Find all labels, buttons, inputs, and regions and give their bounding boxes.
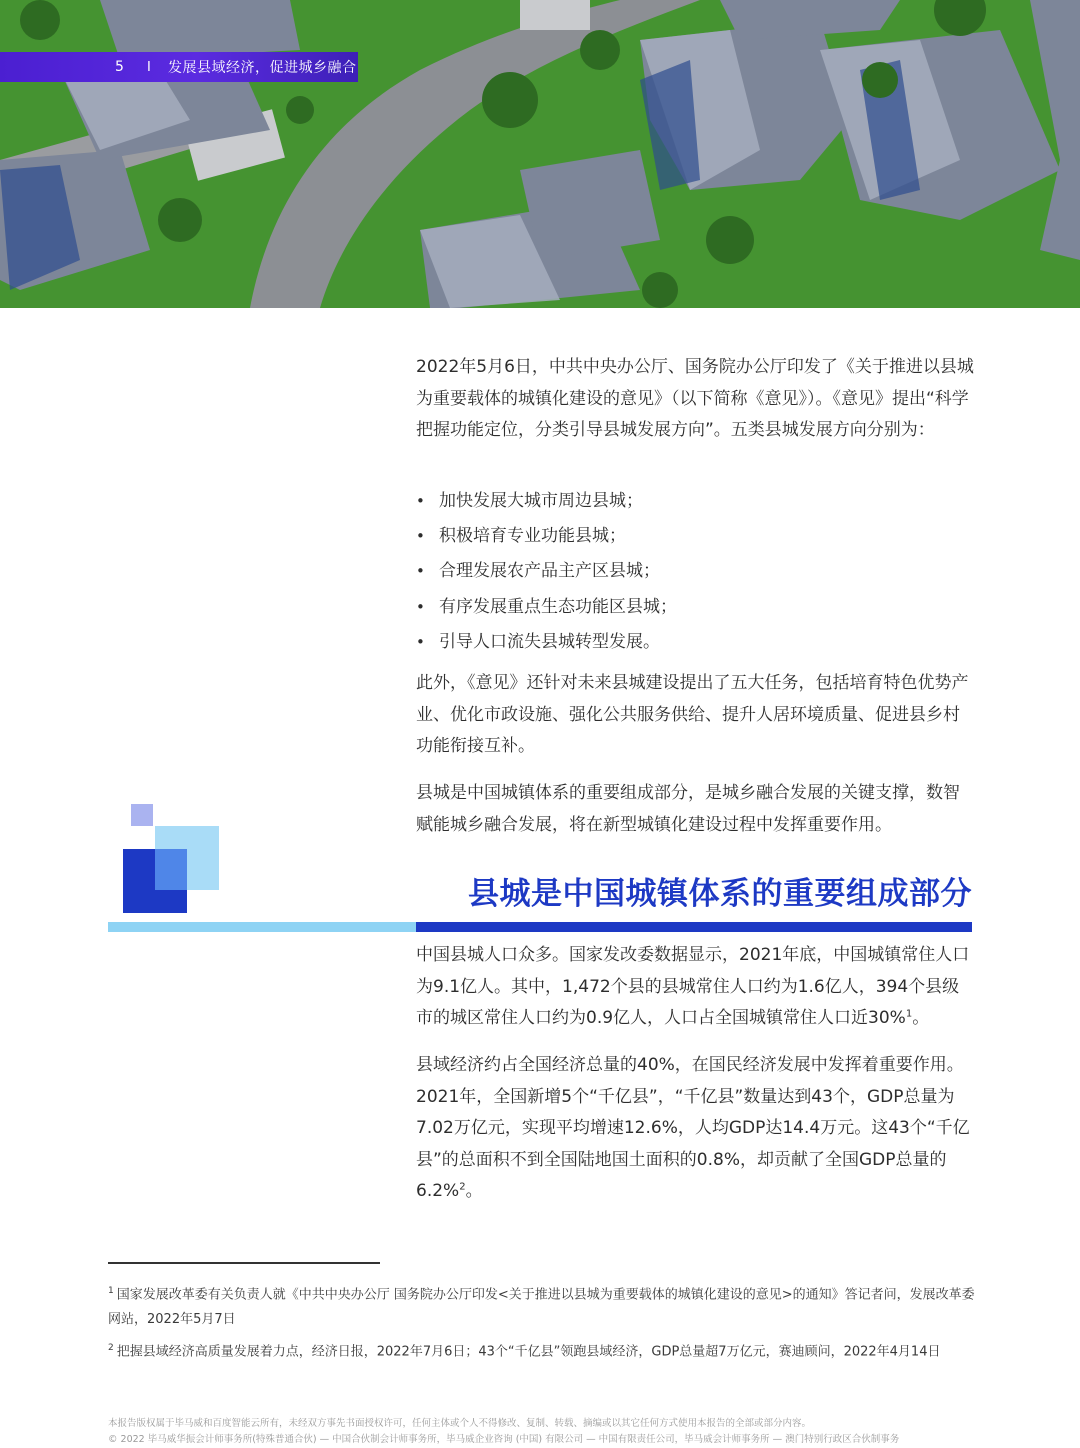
footnote-1 — [108, 1279, 978, 1332]
economy-paragraph-end: 。 — [465, 1181, 483, 1201]
copyright-notice: 本报告版权属于毕马威和百度智能云所有，未经双方事先书面授权许可，任何主体或个人不得修改、复制、转载、摘编或以其它任何方式使用本报告的全部或部分内容。 — [108, 1418, 812, 1429]
bullet-icon: • — [416, 562, 425, 581]
list-item — [416, 486, 976, 521]
decor-square-overlap — [155, 849, 187, 890]
bullet-icon: • — [416, 527, 425, 546]
list-item — [416, 627, 976, 662]
footnote-ref-1: 1 — [905, 1008, 913, 1020]
list-item-text: 有序发展重点生态功能区县城； — [439, 596, 677, 617]
list-item-text: 引导人口流失县城转型发展。 — [439, 631, 660, 652]
header-separator: I — [147, 59, 151, 75]
page-header-band — [0, 52, 358, 82]
intro-paragraph — [416, 352, 976, 447]
population-paragraph — [416, 940, 976, 1035]
footnote-number: 1 — [108, 1286, 114, 1296]
footnote-text: 把握县域经济高质量发展着力点，经济日报，2022年7月6日；43个“千亿县”领跑县域经济，GDP总量超7万亿元，赛迪顾问，2022年4月14日 — [116, 1344, 941, 1360]
list-item-text: 积极培育专业功能县城； — [439, 526, 626, 547]
intro-paragraph-text: 2022年5月6日，中共中央办公厅、国务院办公厅印发了《关于推进以县城为重要载体的城镇化建设的意见》（以下简称《意见》）。《意见》提出“科学把握功能定位，分类引导县城发展方向”。五类县城发展方向分别为： — [416, 357, 974, 440]
direction-bullet-list — [416, 486, 976, 662]
header-section-title: 发展县域经济，促进城乡融合 — [168, 60, 357, 76]
section-heading: 县城是中国城镇体系的重要组成部分 — [468, 876, 972, 912]
role-paragraph — [416, 778, 976, 841]
section-rule-dark — [416, 922, 972, 932]
role-paragraph-text: 县城是中国城镇体系的重要组成部分，是城乡融合发展的关键支撑，数智赋能城乡融合发展，将在新型城镇化建设过程中发挥重要作用。 — [416, 783, 960, 835]
footnote-2 — [108, 1336, 978, 1364]
list-item — [416, 592, 976, 627]
footnote-number: 2 — [108, 1343, 114, 1353]
list-item-text: 加快发展大城市周边县城； — [439, 491, 643, 511]
aerial-neighborhood-illustration — [0, 0, 1080, 308]
list-item — [416, 556, 976, 591]
bullet-icon: • — [416, 597, 425, 616]
copyright-entities: © 2022 毕马威华振会计师事务所(特殊普通合伙) — 中国合伙制会计师事务所，毕马威企业咨询 (中国) 有限公司 — 中国有限责任公司，毕马威会计师事务所 — 澳门特别行政区合伙制事务 — [108, 1434, 900, 1445]
list-item-text: 合理发展农产品主产区县城； — [439, 561, 660, 582]
population-paragraph-text: 中国县城人口众多。国家发改委数据显示，2021年底，中国城镇常住人口为9.1亿人。其中，1,472个县的县城常住人口约为1.6亿人，394个县级市的城区常住人口约为0.9亿人，人口占全国城镇常住人口近30% — [416, 945, 970, 1028]
economy-paragraph-text: 县域经济约占全国经济总量的40%，在国民经济发展中发挥着重要作用。2021年，全国新增5个“千亿县”，“千亿县”数量达到43个，GDP总量为7.02万亿元，实现平均增速12.6%，人均GDP达14.4万元。这43个“千亿县”的总面积不到全国陆地国土面积的0.8%，却贡献了全国GDP总量的6.2% — [416, 1055, 970, 1201]
decor-square-small — [131, 804, 153, 826]
population-paragraph-end: 。 — [912, 1008, 930, 1028]
footnote-divider — [108, 1262, 380, 1264]
footnote-text: 国家发展改革委有关负责人就《中共中央办公厅 国务院办公厅印发<关于推进以县城为重要载体的城镇化建设的意见>的通知》答记者问，发展改革委网站，2022年5月7日 — [108, 1287, 975, 1328]
tasks-paragraph-text: 此外，《意见》还针对未来县城建设提出了五大任务，包括培育特色优势产业、优化市政设施、强化公共服务供给、提升人居环境质量、促进县乡村功能衔接互补。 — [416, 673, 969, 756]
page-number: 5 — [115, 59, 124, 75]
list-item — [416, 521, 976, 556]
tasks-paragraph — [416, 668, 976, 763]
footnote-ref-2: 2 — [459, 1181, 466, 1193]
economy-paragraph — [416, 1050, 976, 1208]
hero-image — [0, 0, 1080, 308]
bullet-icon: • — [416, 632, 425, 651]
bullet-icon: • — [416, 492, 425, 510]
section-rule-light — [108, 922, 416, 932]
